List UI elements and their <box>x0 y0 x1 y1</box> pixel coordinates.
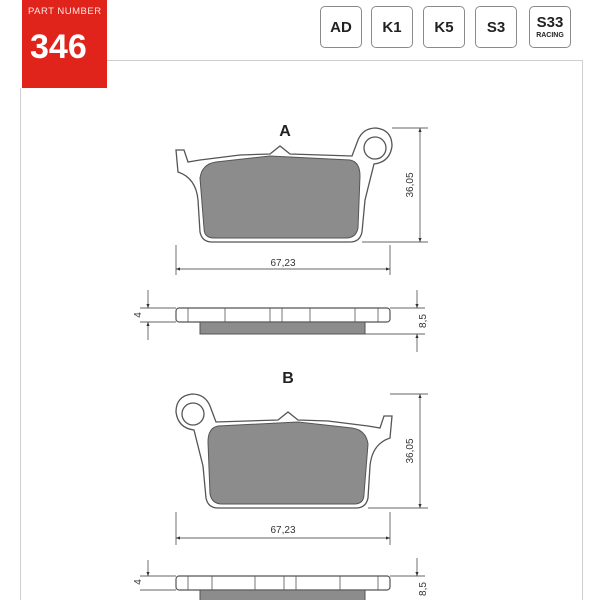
view-b-friction-pad <box>208 422 368 504</box>
badge-subtitle: RACING <box>536 32 564 39</box>
badge-code: K5 <box>434 18 454 36</box>
view-b-label: B <box>282 370 294 387</box>
view-a-friction-pad <box>200 156 360 238</box>
part-number-value: 346 <box>30 28 87 66</box>
view-b-side-view <box>176 576 390 600</box>
view-b-total-label: 8,5 <box>418 582 429 596</box>
view-a-width-label: 67,23 <box>270 258 296 269</box>
view-b-thickness-label: 4 <box>133 579 144 585</box>
view-a-side-view <box>176 308 390 334</box>
badge-code: S33 <box>536 14 564 31</box>
view-a-mount-hole <box>364 137 386 159</box>
badge-code: S3 <box>486 18 506 36</box>
view-a-total-label: 8,5 <box>418 314 429 328</box>
badge-code: AD <box>330 18 352 36</box>
view-b-mount-hole <box>182 403 204 425</box>
view-b-width-label: 67,23 <box>270 525 296 536</box>
view-a-thickness-label: 4 <box>133 312 144 318</box>
part-number-label: PART NUMBER <box>28 6 102 17</box>
view-b-height-label: 36,05 <box>405 438 416 464</box>
view-a-label: A <box>279 123 291 140</box>
view-a-height-label: 36,05 <box>405 172 416 198</box>
badge-code: K1 <box>382 18 402 36</box>
